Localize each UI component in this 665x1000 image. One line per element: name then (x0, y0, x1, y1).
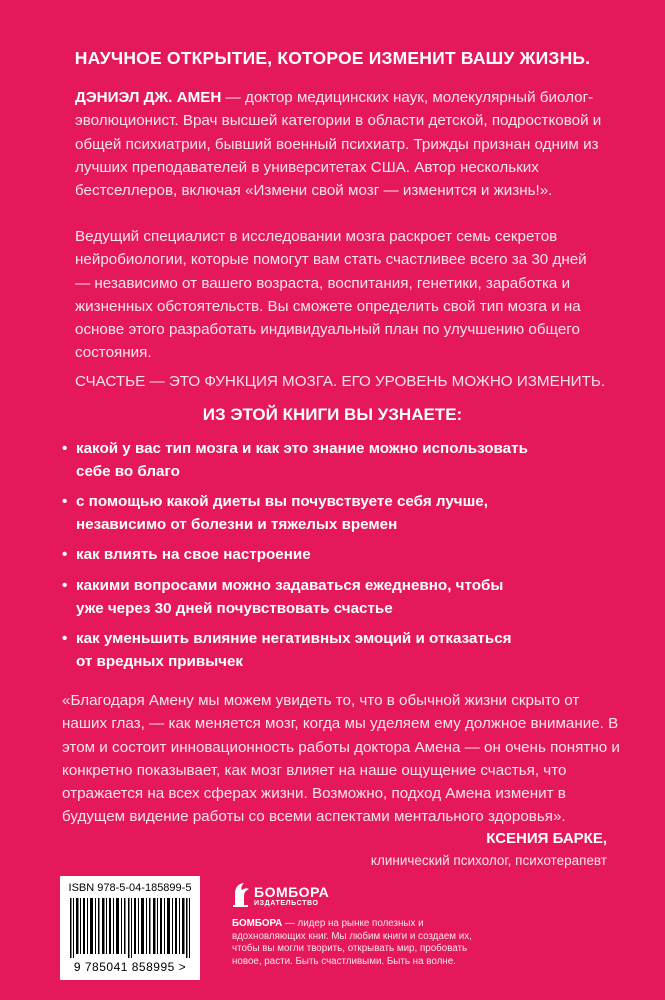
learn-heading: ИЗ ЭТОЙ КНИГИ ВЫ УЗНАЕТЕ: (202, 405, 463, 424)
author-bio: — доктор медицинских наук, молекулярный биолог-эволюционист. Врач высшей категории в области детской, подростковой и общей психиатрии, бывший военный психиатр. Трижды признан одним из лучших преподавателей в университетах США. Автор нескольких бестселлеров, включая «Измени свой мозг — изменится и жизнь!». (75, 89, 602, 200)
brand-name: БОМБОРА (254, 884, 330, 900)
review-quote: «Благодаря Амену мы можем увидеть то, что в обычной жизни скрыто от наших глаз, — как меняется мозг, когда мы уделяем ему должное внимание. В этом и состоит инновационность работы доктора Амена — он очень понятно и конкретно показывает, как мозг влияет на наше ощущение счастья, что отражается на всех сферах жизни. Возможно, подход Амена изменит в будущем видение работы со всеми аспектами ментального здоровья». (62, 692, 620, 826)
list-item: • с помощью какой диеты вы почувствуете себя лучше, независимо от болезни и тяжелых времен (62, 490, 488, 536)
author-name: ДЭНИЭЛ ДЖ. АМЕН (75, 89, 222, 106)
bombora-wave-icon (232, 880, 252, 908)
list-item: • какой у вас тип мозга и как это знание можно использовать себе во благо (62, 437, 528, 483)
quote-author-role: клинический психолог, психотерапевт (370, 853, 607, 868)
publisher-note (232, 918, 472, 968)
publisher-name: БОМБОРА (232, 918, 283, 929)
barcode (60, 876, 200, 980)
list-item: • как влиять на свое настроение (62, 543, 311, 566)
tagline: СЧАСТЬЕ — ЭТО ФУНКЦИЯ МОЗГА. ЕГО УРОВЕНЬ МОЖНО ИЗМЕНИТЬ. (75, 373, 606, 390)
barcode-digits: 9 785041 858995 > (73, 960, 187, 974)
book-description: Ведущий специалист в исследовании мозга раскроет семь секретов нейробиологии, которые помогут вам стать счастливее всего за 30 дней — независимо от вашего возраста, воспитания, генетики, заработка и жизненных обстоятельств. Вы сможете определить свой тип мозга и на основе этого разработать индивидуальный план по улучшению общего состояния. (75, 228, 587, 362)
bullet-icon: • (62, 577, 68, 594)
publisher-logo (232, 880, 332, 910)
barcode-bars-icon (68, 898, 192, 958)
quote-author: КСЕНИЯ БАРКЕ, (486, 830, 607, 847)
brand-sub: ИЗДАТЕЛЬСТВО (254, 900, 319, 907)
headline: НАУЧНОЕ ОТКРЫТИЕ, КОТОРОЕ ИЗМЕНИТ ВАШУ ЖИЗНЬ. (74, 48, 591, 68)
bullet-icon: • (62, 493, 68, 510)
bullet-icon: • (62, 546, 68, 563)
publisher-text: — лидер на рынке полезных и вдохновляющих книг. Мы любим книги и создаем их, чтобы вы могли творить, открывать мир, пробовать новое, расти. Быть счастливыми. Быть на волне. (232, 918, 472, 967)
list-item: • как уменьшить влияние негативных эмоций и отказаться от вредных привычек (62, 627, 512, 673)
bullet-icon: • (62, 630, 68, 647)
list-item: • какими вопросами можно задаваться ежедневно, чтобы уже через 30 дней почувствовать счастье (62, 574, 503, 620)
bullet-icon: • (62, 440, 68, 457)
about-author (75, 86, 605, 202)
isbn: ISBN 978-5-04-185899-5 (68, 882, 192, 894)
